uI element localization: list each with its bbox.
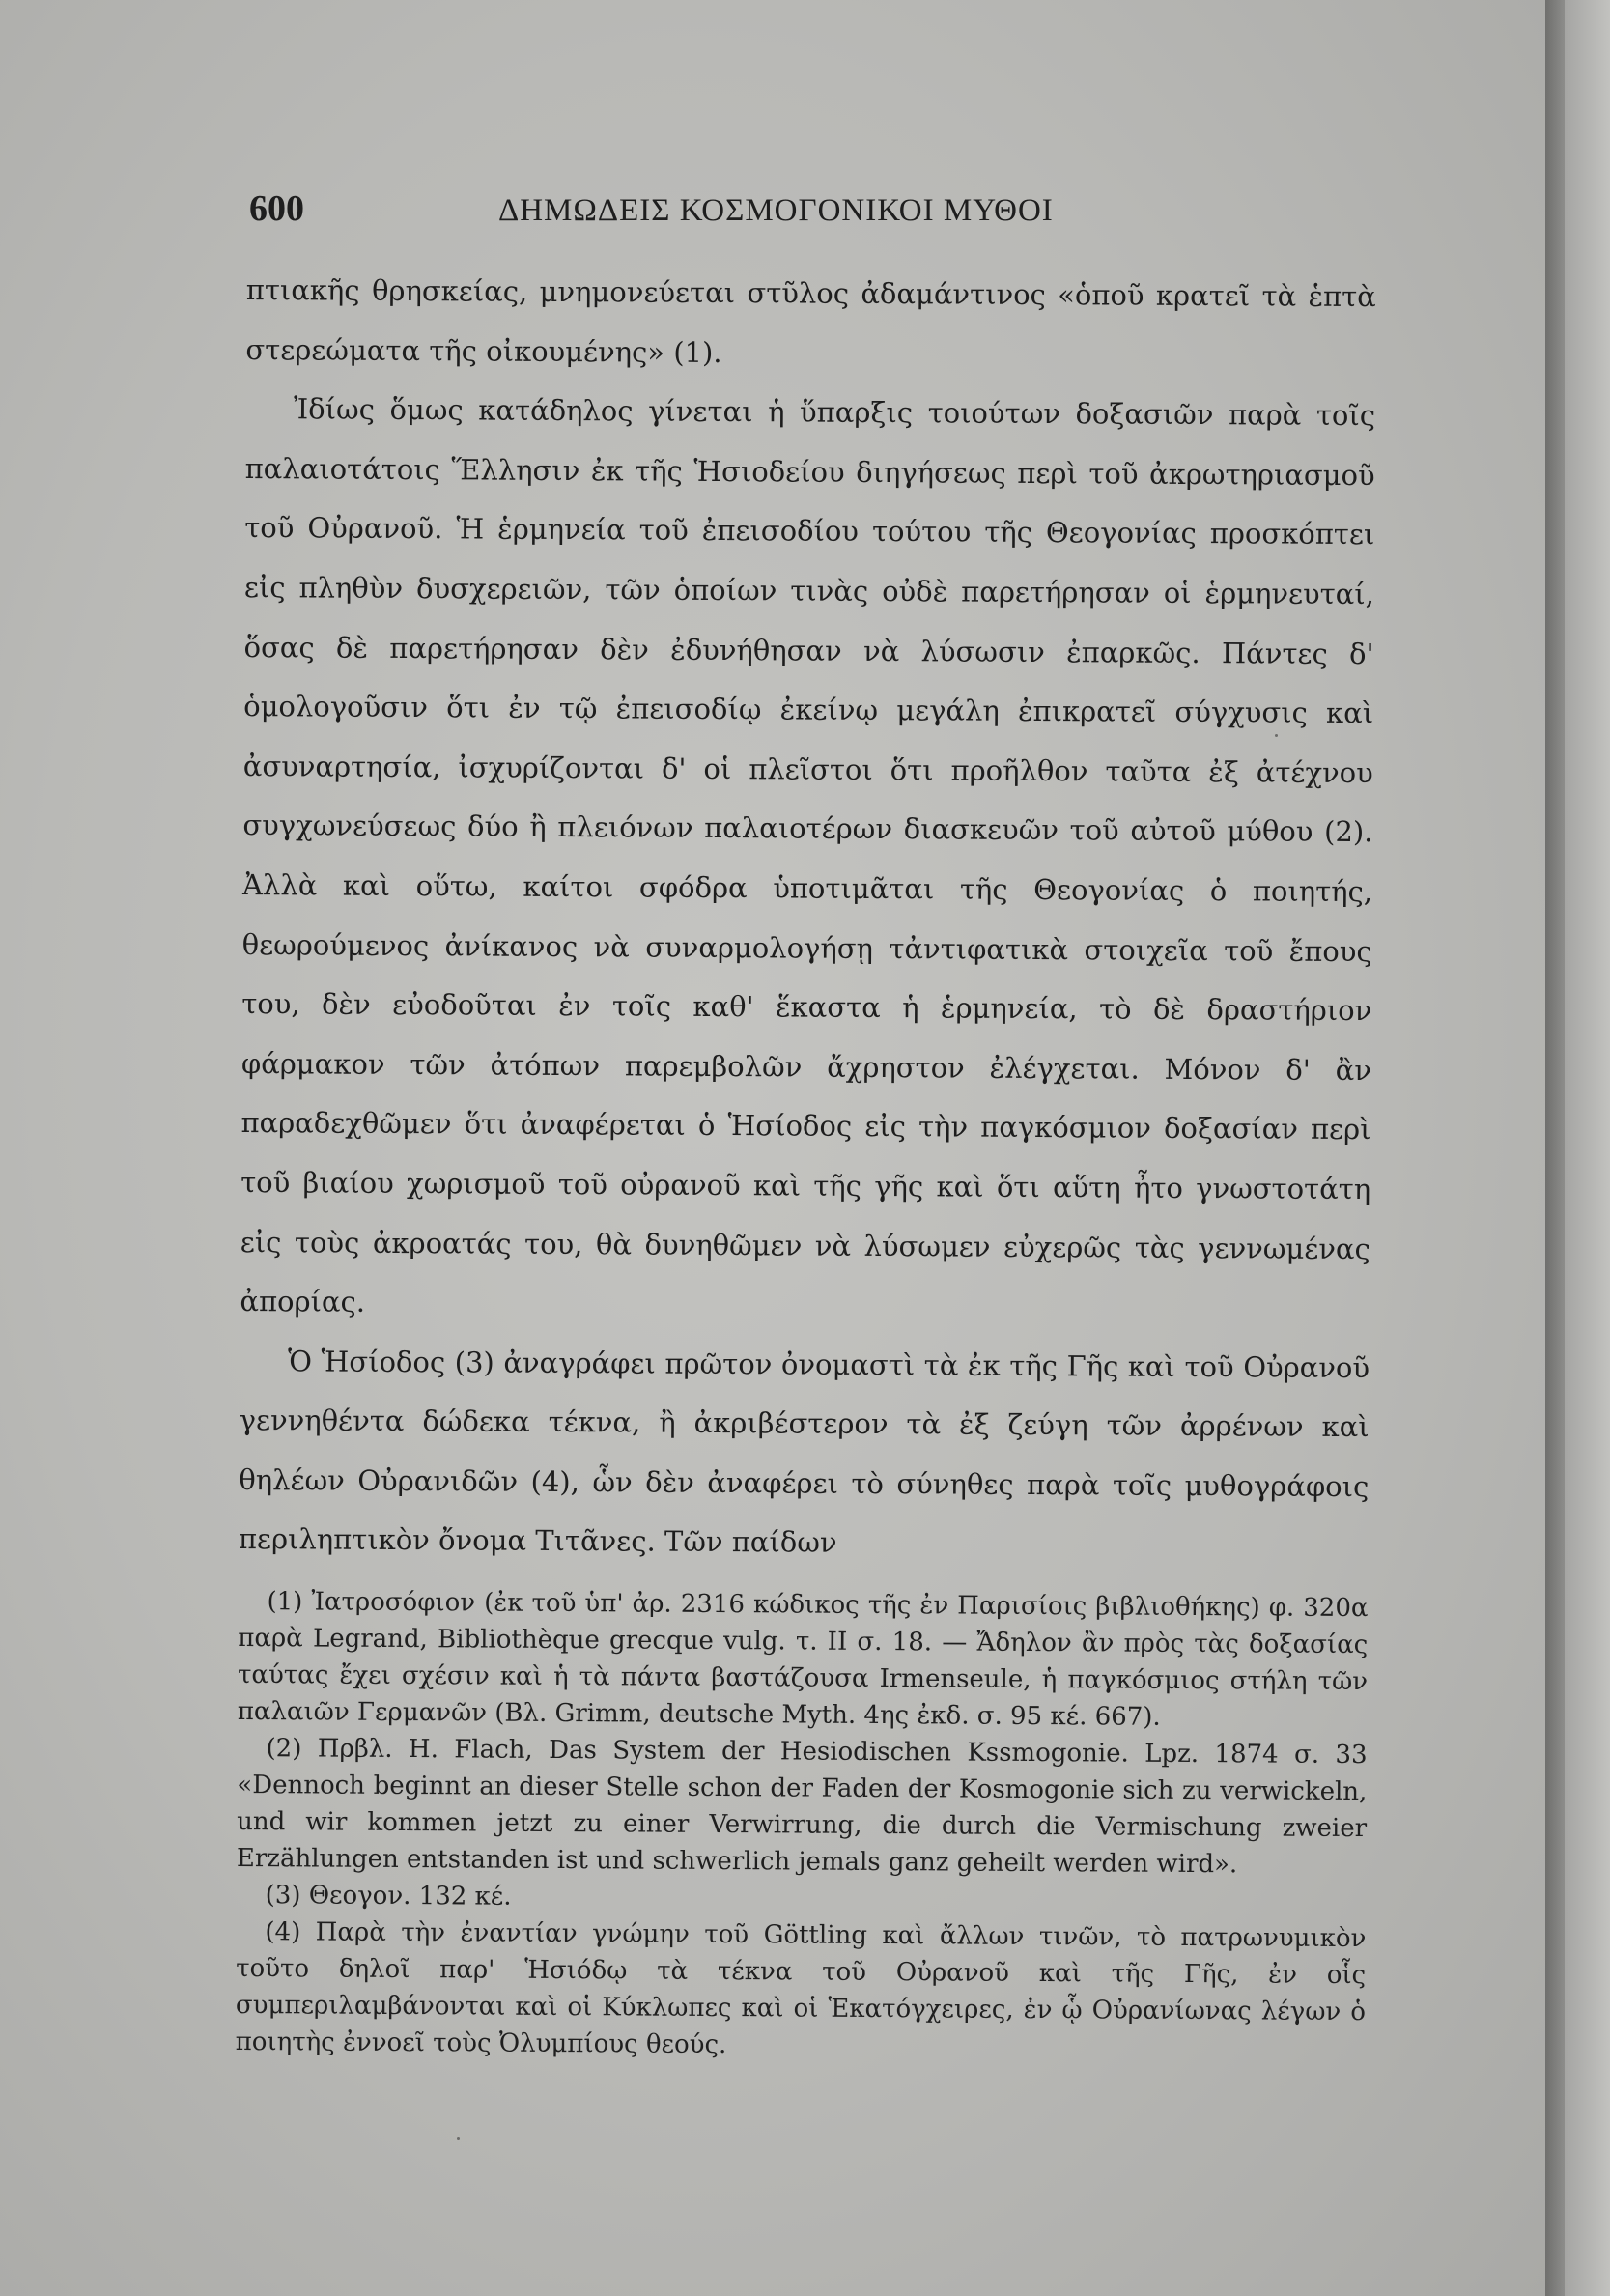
paragraph: Ὁ Ἡσίοδος (3) ἀναγράφει πρῶτον ὀνομαστὶ τὰ ἐκ τῆς Γῆς καὶ τοῦ Οὐρανοῦ γεννηθέντα δώδεκα τέκνα, ἢ ἀκριβέστερον τὰ ἐξ ζεύγη τῶν ἀρρένων καὶ θηλέων Οὐρανιδῶν (4), ὧν δὲν ἀναφέρει τὸ σύνηθες παρὰ τοῖς μυθογράφοις περιληπτικὸν ὄνομα Τιτᾶνες. Τῶν παίδων xyxy=(238,1344,1370,1560)
page-heading: ΔΗΜΩΔΕΙΣ ΚΟΣΜΟΓΟΝΙΚΟΙ ΜΥΘΟΙ xyxy=(498,193,1054,228)
footnotes xyxy=(236,1583,1369,2067)
text-block xyxy=(236,261,1376,2067)
facing-page-edge xyxy=(1565,0,1610,2296)
footnote: (2) Πρβλ. H. Flach, Das System der Hesiodischen Kssmogonie. Lpz. 1874 σ. 33 «Dennoch beginnt an dieser Stelle schon der Faden der Kosmogonie sich zu verwickeln, und wir kommen jetzt zu einer Verwirrung, die durch die Vermischung zweier Erzählungen entstanden ist und schwerlich jemals ganz geheilt werden wird». xyxy=(236,1734,1368,1880)
book-gutter xyxy=(1545,0,1565,2296)
running-head xyxy=(249,187,1215,245)
paragraph: πτιακῆς θρησκείας, μνημονεύεται στῦλος ἀδαμάντινος «ὁποῦ κρατεῖ τὰ ἑπτὰ στερεώματα τῆς οἰκουμένης» (1). xyxy=(245,272,1376,369)
body-text xyxy=(239,261,1376,1576)
footnote: (1) Ἰατροσόφιον (ἐκ τοῦ ὑπ' ἀρ. 2316 κώδικος τῆς ἐν Παρισίοις βιβλιοθήκης) φ. 320α παρὰ Legrand, Bibliothèque grecque vulg. τ. II σ. 18. — Ἄδηλον ἂν πρὸς τὰς δοξασίας ταύτας ἔχει σχέσιν καὶ ἡ τὰ πάντα βαστάζουσα Irmenseule, ἡ παγκόσμιος στήλη τῶν παλαιῶν Γερμανῶν (Βλ. Grimm, deutsche Myth. 4ης ἐκδ. σ. 95 κέ. 667). xyxy=(237,1587,1369,1732)
paragraph: Ἰδίως ὅμως κατάδηλος γίνεται ἡ ὕπαρξις τοιούτων δοξασιῶν παρὰ τοῖς παλαιοτάτοις Ἕλλησιν ἐκ τῆς Ἡσιοδείου διηγήσεως περὶ τοῦ ἀκρωτηριασμοῦ τοῦ Οὐρανοῦ. Ἡ ἑρμηνεία τοῦ ἐπεισοδίου τούτου τῆς Θεογονίας προσκόπτει εἰς πληθὺν δυσχερειῶν, τῶν ὁποίων τινὰς οὐδὲ παρετήρησαν οἱ ἑρμηνευταί, ὅσας δὲ παρετήρησαν δὲν ἐδυνήθησαν νὰ λύσωσιν ἐπαρκῶς. Πάντες δ' ὁμολογοῦσιν ὅτι ἐν τῷ ἐπεισοδίῳ ἐκείνῳ μεγάλη ἐπικρατεῖ σύγχυσις καὶ ἀσυναρτησία, ἰσχυρίζονται δ' οἱ πλεῖστοι ὅτι προῆλθον ταῦτα ἐξ ἀτέχνου συγχωνεύσεως δύο ἢ πλειόνων παλαιοτέρων διασκευῶν τοῦ αὐτοῦ μύθου (2). Ἀλλὰ καὶ οὕτω, καίτοι σφόδρα ὑποτιμᾶται τῆς Θεογονίας ὁ ποιητής, θεωρούμενος ἀνίκανος νὰ συναρμολογήσῃ τἀντιφατικὰ στοιχεῖα τοῦ ἔπους του, δὲν εὐοδοῦται ἐν τοῖς καθ' ἕκαστα ἡ ἑρμηνεία, τὸ δὲ δραστήριον φάρμακον τῶν ἀτόπων παρεμβολῶν ἄχρηστον ἐλέγχεται. Μόνον δ' ἂν παραδεχθῶμεν ὅτι ἀναφέρεται ὁ Ἡσίοδος εἰς τὴν παγκόσμιον δοξασίαν περὶ τοῦ βιαίου χωρισμοῦ τοῦ οὐρανοῦ καὶ τῆς γῆς καὶ ὅτι αὕτη ἦτο γνωστοτάτη εἰς τοὺς ἀκροατάς του, θὰ δυνηθῶμεν νὰ λύσωμεν εὐχερῶς τὰς γεννωμένας ἀπορίας. xyxy=(240,392,1376,1318)
paper-speck xyxy=(1275,734,1278,737)
page-number: 600 xyxy=(249,188,304,229)
paper-speck xyxy=(457,2137,460,2140)
footnote: (4) Παρὰ τὴν ἐναντίαν γνώμην τοῦ Göttling καὶ ἄλλων τινῶν, τὸ πατρωνυμικὸν τοῦτο δηλοῖ παρ' Ἡσιόδῳ τὰ τέκνα τοῦ Οὐρανοῦ καὶ τῆς Γῆς, ἐν οἷς συμπεριλαμβάνονται καὶ οἱ Κύκλωπες καὶ οἱ Ἑκατόγχειρες, ἐν ᾧ Οὐρανίωνας λέγων ὁ ποιητὴς ἐννοεῖ τοὺς Ὀλυμπίους θεούς. xyxy=(235,1917,1367,2060)
footnote: (3) Θεογον. 132 κέ. xyxy=(265,1881,512,1912)
